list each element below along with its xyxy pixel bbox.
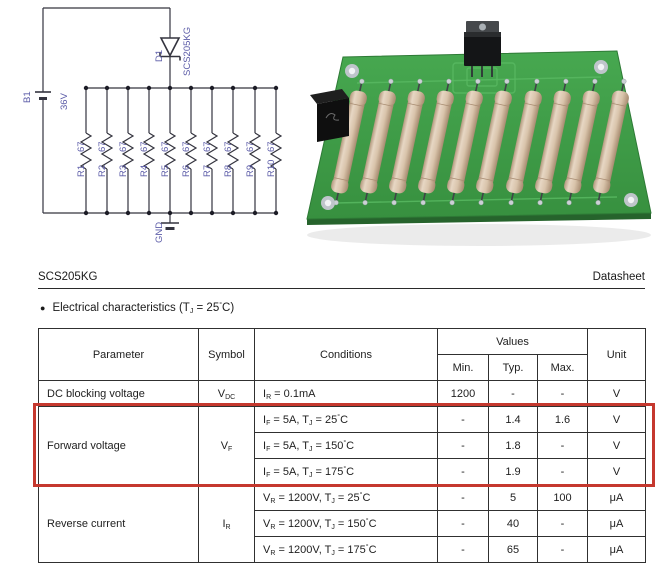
- electrical-characteristics-table: [38, 328, 646, 563]
- battery-voltage-label: 36V: [59, 93, 70, 110]
- resistor-value: 67: [223, 141, 234, 152]
- cell-unit: V: [588, 407, 646, 433]
- board-shadow: [307, 224, 651, 246]
- circuit-schematic: [0, 0, 290, 260]
- cell-typ: 1.8: [489, 433, 538, 459]
- cell-max: -: [538, 511, 588, 537]
- cell-typ: 65: [489, 537, 538, 563]
- gnd-label: GND: [154, 221, 165, 243]
- cell-unit: V: [588, 381, 646, 407]
- resistor-name: R8: [223, 164, 234, 177]
- cell-parameter: Reverse current: [39, 485, 199, 563]
- cell-min: -: [438, 433, 489, 459]
- resistor-value: 67: [139, 141, 150, 152]
- cell-symbol: $V_F$: [199, 407, 255, 485]
- header-divider: [38, 288, 645, 289]
- resistor-name: R6: [181, 164, 192, 177]
- cell-typ: -: [489, 381, 538, 407]
- resistor-value: 67: [266, 141, 277, 152]
- bullet-icon: ●: [40, 302, 46, 313]
- cell-typ: 1.9: [489, 459, 538, 485]
- cell-max: -: [538, 459, 588, 485]
- schematic-wires: [43, 8, 277, 213]
- resistor-name: R1: [76, 164, 87, 177]
- cell-symbol: $V_{DC}$: [199, 381, 255, 407]
- cell-max: 100: [538, 485, 588, 511]
- cell-conditions: $I_F = 5A$, $T_J = 25^\circ C$: [255, 407, 438, 433]
- section-heading-text: Electrical characteristics $(T_J = 25^\circ C)$: [52, 302, 235, 315]
- black-connector: [310, 89, 349, 142]
- battery-ref-label: B1: [22, 91, 33, 103]
- col-header-conditions: Conditions: [255, 329, 438, 381]
- cell-parameter: DC blocking voltage: [39, 381, 199, 407]
- cell-conditions: $I_F = 5A$, $T_J = 175^\circ C$: [255, 459, 438, 485]
- resistor-value: 67: [97, 141, 108, 152]
- cell-min: -: [438, 485, 489, 511]
- diode-ref-label: D1: [154, 49, 165, 62]
- resistor-name: R9: [245, 164, 256, 177]
- cell-symbol: $I_R$: [199, 485, 255, 563]
- resistor-value: 67: [202, 141, 213, 152]
- section-heading: [40, 302, 234, 314]
- col-header-values: Values: [438, 329, 588, 355]
- cell-max: 1.6: [538, 407, 588, 433]
- diode-part-label: SCS205KG: [182, 26, 193, 76]
- battery-symbol: [35, 92, 51, 99]
- cell-conditions: $I_R = 0.1mA$: [255, 381, 438, 407]
- cell-typ: 5: [489, 485, 538, 511]
- cell-conditions: $V_R = 1200V$, $T_J = 25^\circ C$: [255, 485, 438, 511]
- col-header-parameter: Parameter: [39, 329, 199, 381]
- cell-min: 1200: [438, 381, 489, 407]
- cell-parameter: Forward voltage: [39, 407, 199, 485]
- col-header-unit: Unit: [588, 329, 646, 381]
- datasheet-label: Datasheet: [592, 271, 645, 283]
- cell-unit: μA: [588, 537, 646, 563]
- col-header-min: Min.: [438, 355, 489, 381]
- cell-min: -: [438, 537, 489, 563]
- cell-min: -: [438, 511, 489, 537]
- table-row: [39, 485, 646, 511]
- col-header-symbol: Symbol: [199, 329, 255, 381]
- resistor-value: 67: [76, 141, 87, 152]
- cell-unit: V: [588, 433, 646, 459]
- table-row: [39, 381, 646, 407]
- col-header-typ: Typ.: [489, 355, 538, 381]
- cell-unit: μA: [588, 511, 646, 537]
- cell-unit: V: [588, 459, 646, 485]
- table-row: [39, 407, 646, 433]
- cell-max: -: [538, 381, 588, 407]
- cell-max: -: [538, 433, 588, 459]
- cell-conditions: $V_R = 1200V$, $T_J = 175^\circ C$: [255, 537, 438, 563]
- cell-max: -: [538, 537, 588, 563]
- cell-conditions: $V_R = 1200V$, $T_J = 150^\circ C$: [255, 511, 438, 537]
- page-header: [38, 271, 645, 283]
- cell-min: -: [438, 407, 489, 433]
- resistor-name: R3: [118, 164, 129, 177]
- resistor-value: 67: [245, 141, 256, 152]
- resistor-name: R7: [202, 164, 213, 177]
- resistor-name: R2: [97, 164, 108, 177]
- cell-conditions: $I_F = 5A$, $T_J = 150^\circ C$: [255, 433, 438, 459]
- resistor-name: R10: [266, 159, 277, 177]
- part-number-title: SCS205KG: [38, 271, 98, 283]
- resistor-name: R4: [139, 164, 150, 177]
- col-header-max: Max.: [538, 355, 588, 381]
- cell-unit: μA: [588, 485, 646, 511]
- cell-typ: 40: [489, 511, 538, 537]
- cell-typ: 1.4: [489, 407, 538, 433]
- cell-min: -: [438, 459, 489, 485]
- resistor-name: R5: [160, 164, 171, 177]
- pcb-photo: [295, 5, 663, 255]
- resistor-value: 67: [160, 141, 171, 152]
- resistor-value: 67: [181, 141, 192, 152]
- resistor-value: 67: [118, 141, 129, 152]
